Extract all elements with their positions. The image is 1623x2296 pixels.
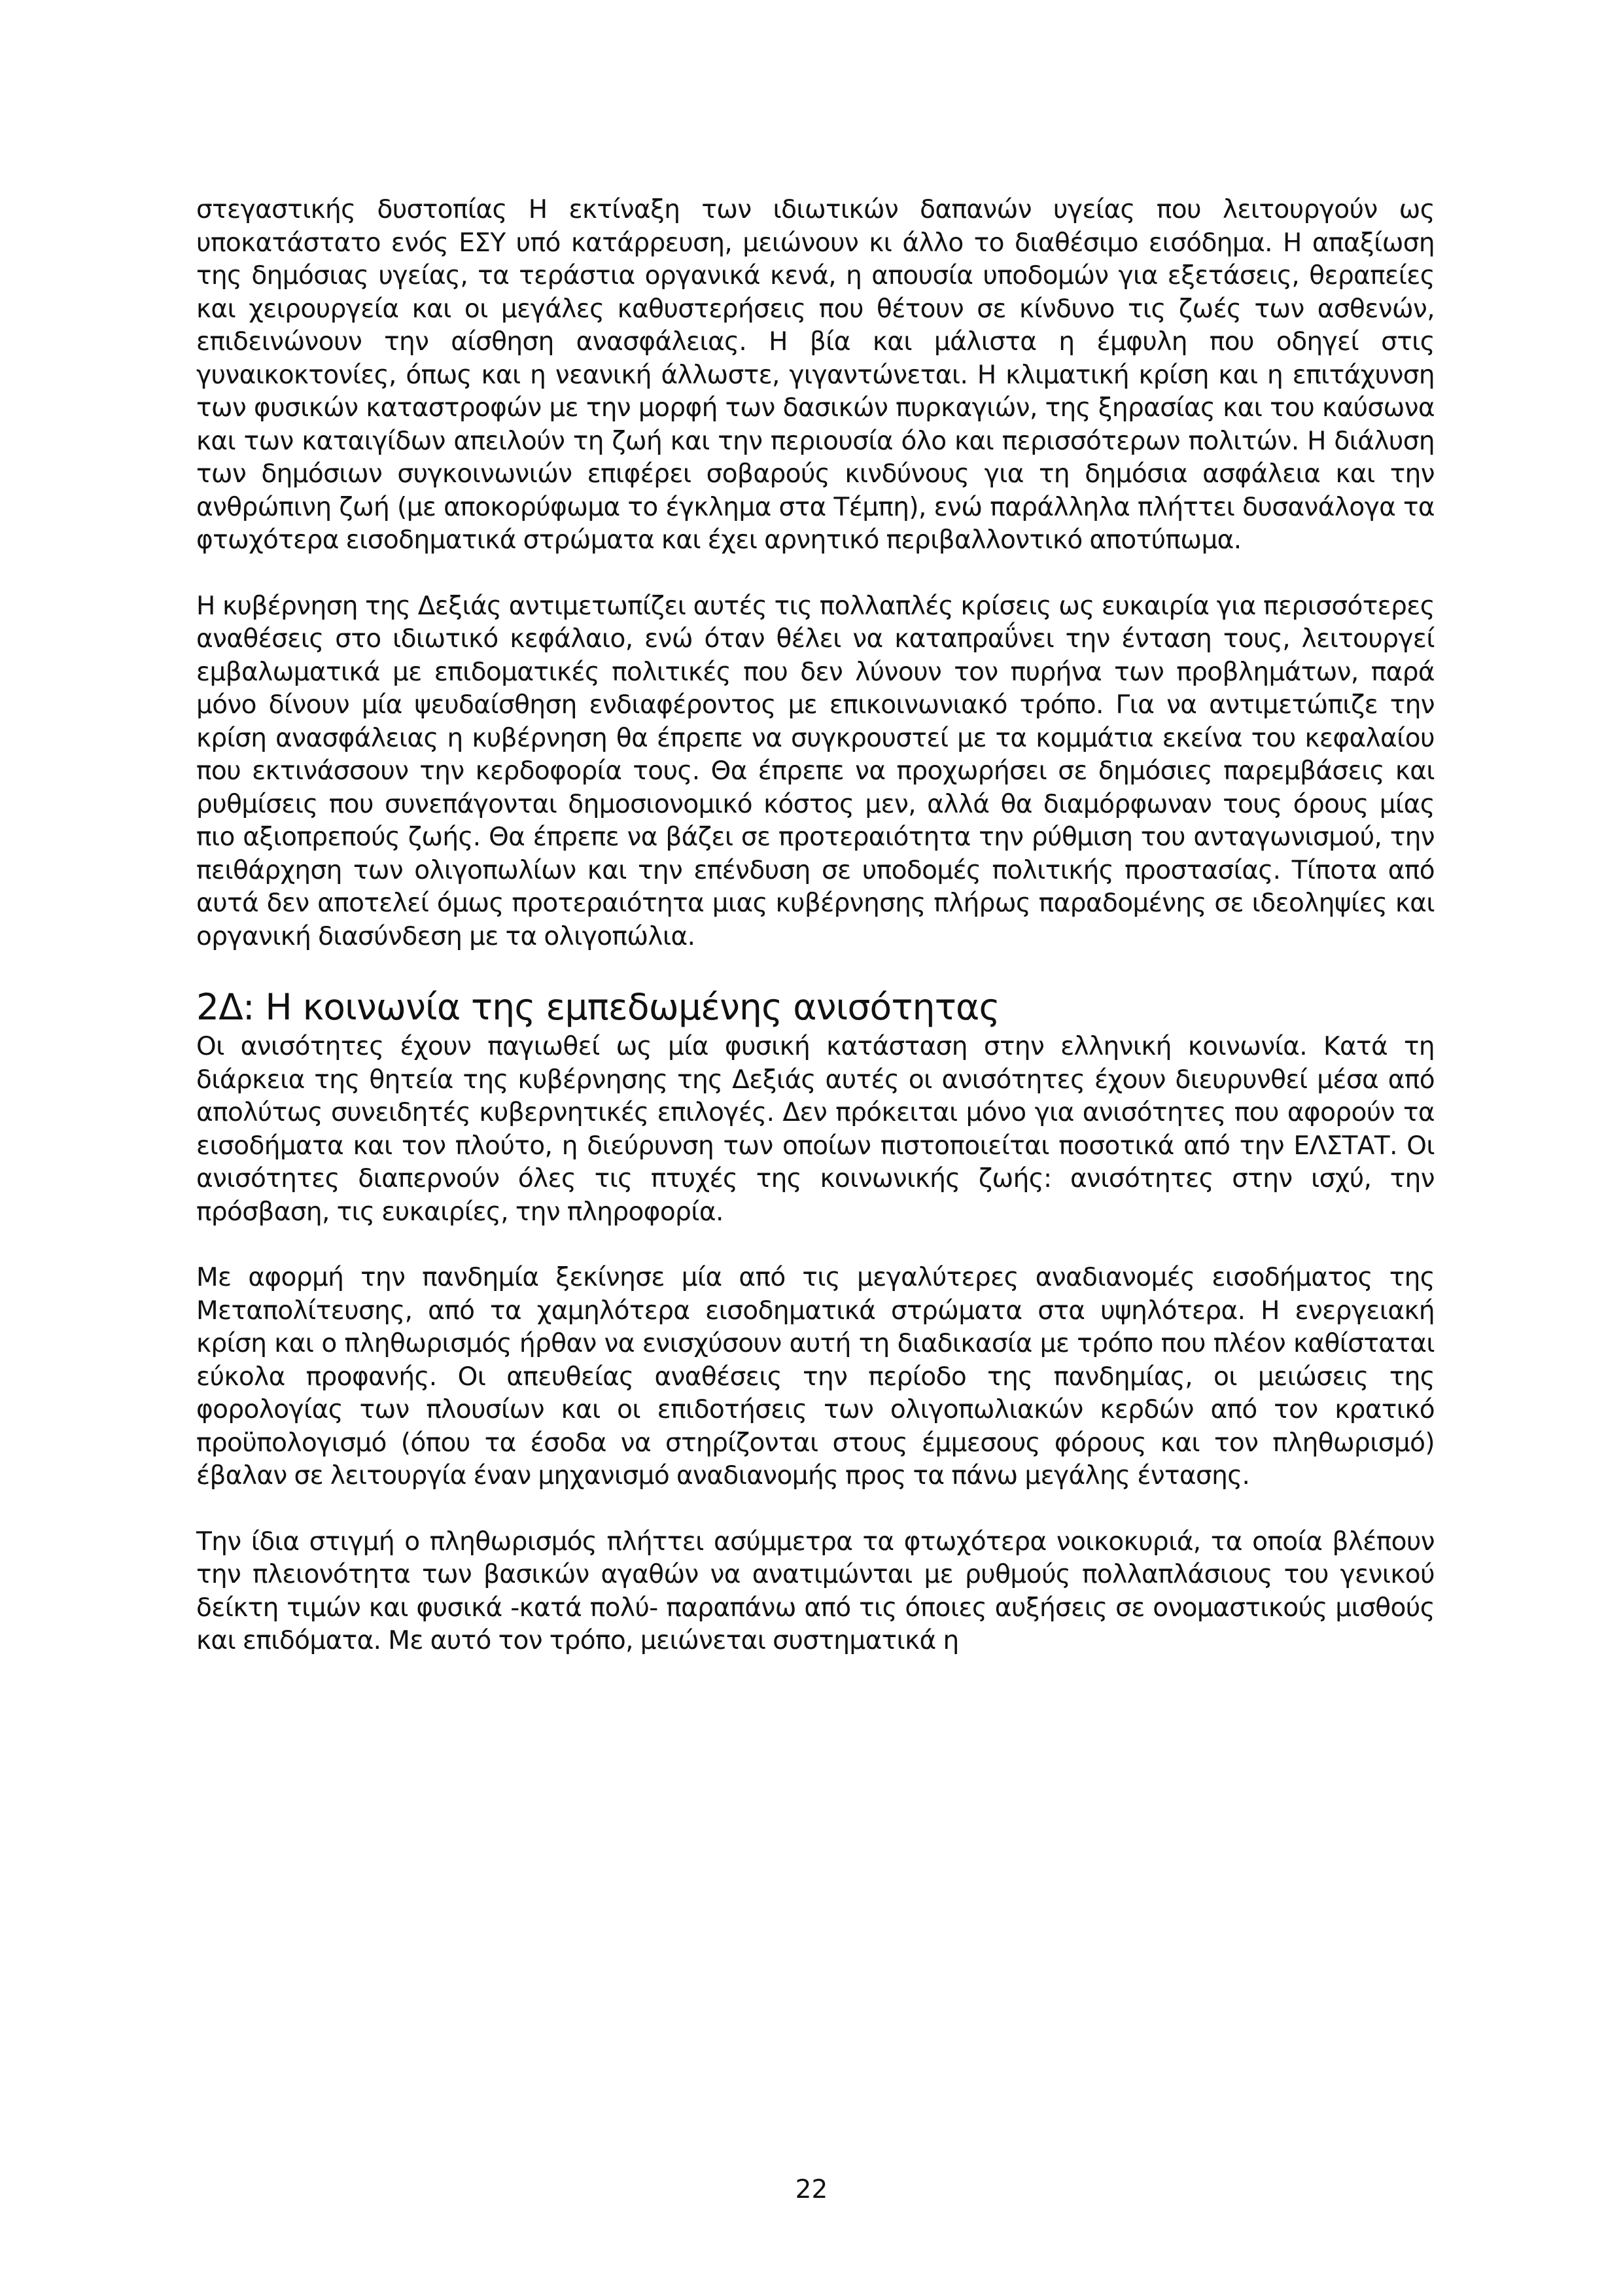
paragraph-pandemic-redistribution: Με αφορμή την πανδημία ξεκίνησε μία από τις μεγαλύτερες αναδιανομές εισοδήματος της Μεταπολίτευσης, από τα χαμηλότερα εισοδηματικά στρώματα στα υψηλότερα. Η ενεργειακή κρίση και ο πληθωρισμός ήρθαν να ενισχύσουν αυτή τη διαδικασία με τρόπο που πλέον καθίσταται εύκολα προφανής. Οι απευθείας αναθέσεις την περίοδο της πανδημίας, οι μειώσεις της φορολογίας των πλουσίων και οι επιδοτήσεις των ολιγοπωλιακών κερδών από τον κρατικό προϋπολογισμό (όπου τα έσοδα να στηρίζονται στους έμμεσους φόρους και τον πληθωρισμό) έβαλαν σε λειτουργία έναν μηχανισμό αναδιανομής προς τα πάνω μεγάλης έντασης.	[196, 1263, 1435, 1491]
paragraph-inflation: Την ίδια στιγμή ο πληθωρισμός πλήττει ασύμμετρα τα φτωχότερα νοικοκυριά, τα οποία βλέπουν την πλειονότητα των βασικών αγαθών να ανατιμώνται με ρυθμούς πολλαπλάσιους του γενικού δείκτη τιμών και φυσικά -κατά πολύ- παραπάνω από τις όποιες αυξήσεις σε ονομαστικούς μισθούς και επιδόματα. Με αυτό τον τρόπο, μειώνεται συστηματικά η	[196, 1527, 1435, 1655]
paragraph-housing-health-security: στεγαστικής δυστοπίας Η εκτίναξη των ιδιωτικών δαπανών υγείας που λειτουργούν ως υποκατάστατο ενός ΕΣΥ υπό κατάρρευση, μειώνουν κι άλλο το διαθέσιμο εισόδημα. Η απαξίωση της δημόσιας υγείας, τα τεράστια οργανικά κενά, η απουσία υποδομών για εξετάσεις, θεραπείες και χειρουργεία και οι μεγάλες καθυστερήσεις που θέτουν σε κίνδυνο τις ζωές των ασθενών, επιδεινώνουν την αίσθηση ανασφάλειας. Η βία και μάλιστα η έμφυλη που οδηγεί στις γυναικοκτονίες, όπως και η νεανική άλλωστε, γιγαντώνεται. Η κλιματική κρίση και η επιτάχυνση των φυσικών καταστροφών με την μορφή των δασικών πυρκαγιών, της ξηρασίας και του καύσωνα και των καταιγίδων απειλούν τη ζωή και την περιουσία όλο και περισσότερων πολιτών. Η διάλυση των δημόσιων συγκοινωνιών επιφέρει σοβαρούς κινδύνους για τη δημόσια ασφάλεια και την ανθρώπινη ζωή (με αποκορύφωμα το έγκλημα στα Τέμπη), ενώ παράλληλα πλήττει δυσανάλογα τα φτωχότερα εισοδηματικά στρώματα και έχει αρνητικό περιβαλλοντικό αποτύπωμα.	[196, 195, 1435, 555]
paragraph-inequalities: Οι ανισότητες έχουν παγιωθεί ως μία φυσική κατάσταση στην ελληνική κοινωνία. Κατά τη διάρκεια της θητεία της κυβέρνησης της Δεξιάς αυτές οι ανισότητες έχουν διευρυνθεί μέσα από απολύτως συνειδητές κυβερνητικές επιλογές. Δεν πρόκειται μόνο για ανισότητες που αφορούν τα εισοδήματα και τον πλούτο, η διεύρυνση των οποίων πιστοποιείται ποσοτικά από την ΕΛΣΤΑΤ. Οι ανισότητες διαπερνούν όλες τις πτυχές της κοινωνικής ζωής: ανισότητες στην ισχύ, την πρόσβαση, τις ευκαιρίες, την πληροφορία.	[196, 1032, 1435, 1227]
paragraph-government-response: Η κυβέρνηση της Δεξιάς αντιμετωπίζει αυτές τις πολλαπλές κρίσεις ως ευκαιρία για περισσότερες αναθέσεις στο ιδιωτικό κεφάλαιο, ενώ όταν θέλει να καταπραΰνει την ένταση τους, λειτουργεί εμβαλωματικά με επιδοματικές πολιτικές που δεν λύνουν τον πυρήνα των προβλημάτων, παρά μόνο δίνουν μία ψευδαίσθηση ενδιαφέροντος με επικοινωνιακό τρόπο. Για να αντιμετώπιζε την κρίση ανασφάλειας η κυβέρνηση θα έπρεπε να συγκρουστεί με τα κομμάτια εκείνα του κεφαλαίου που εκτινάσσουν την κερδοφορία τους. Θα έπρεπε να προχωρήσει σε δημόσιες παρεμβάσεις και ρυθμίσεις που συνεπάγονται δημοσιονομικό κόστος μεν, αλλά θα διαμόρφωναν τους όρους μίας πιο αξιοπρεπούς ζωής. Θα έπρεπε να βάζει σε προτεραιότητα την ρύθμιση του ανταγωνισμού, την πειθάρχηση των ολιγοπωλίων και την επένδυση σε υποδομές πολιτικής προστασίας. Τίποτα από αυτά δεν αποτελεί όμως προτεραιότητα μιας κυβέρνησης πλήρως παραδομένης σε ιδεοληψίες και οργανική διασύνδεση με τα ολιγοπώλια.	[196, 591, 1435, 951]
document-page	[196, 194, 1435, 1658]
section-heading: 2Δ: Η κοινωνία της εμπεδωμένης ανισότητας	[196, 986, 1000, 1028]
page-number: 22	[795, 2175, 828, 2204]
